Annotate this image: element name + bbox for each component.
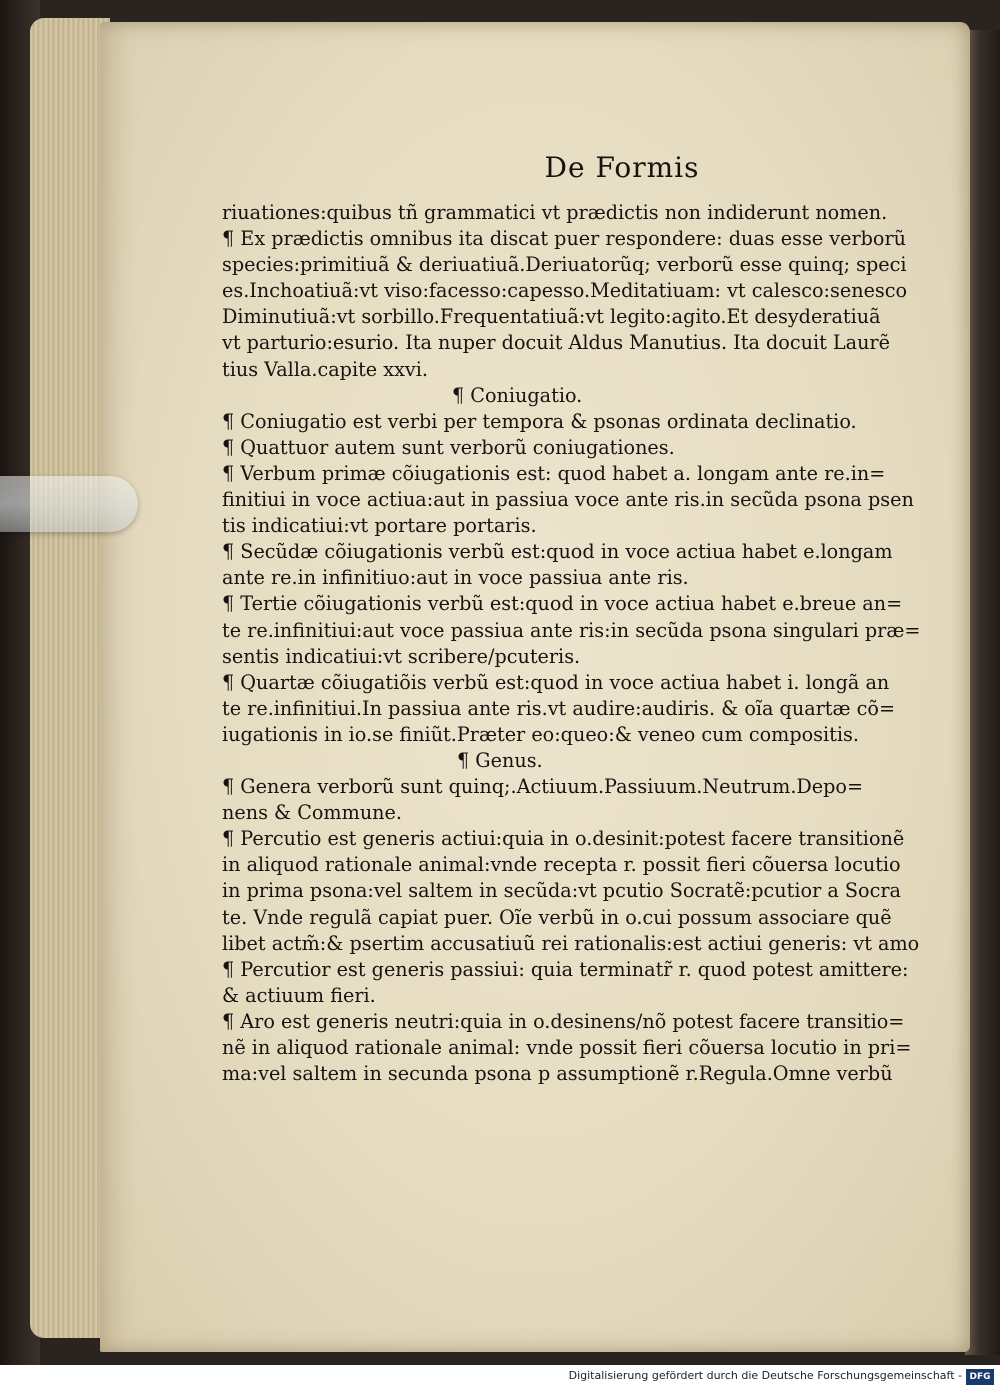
text-line: libet actm̃:& psertim accusatiuũ rei rationalis:est actiui generis: vt amo	[222, 931, 920, 955]
text-line: nẽ in aliquod rationale animal: vnde possit fieri cõuersa locutio in pri=	[222, 1036, 912, 1059]
text-line: ma:vel saltem in secunda psona p assumptionẽ r.Regula.Omne verbũ	[222, 1062, 893, 1086]
section-heading-genus: ¶ Genus.	[457, 748, 543, 772]
text-line: tius Valla.capite xxvi.	[222, 357, 428, 381]
text-line: in prima psona:vel saltem in secũda:vt pcutio Socratẽ:pcutior a Socra	[222, 879, 901, 903]
bookmark-strip	[0, 476, 138, 532]
text-line: ¶ Tertie cõiugationis verbũ est:quod in voce actiua habet e.breue an=	[222, 592, 903, 616]
text-line: ¶ Secũdæ cõiugationis verbũ est:quod in voce actiua habet e.longam	[222, 540, 893, 564]
funding-notice: Digitalisierung gefördert durch die Deutsche Forschungsgemeinschaft -	[568, 1369, 962, 1382]
text-line: ¶ Coniugatio est verbi per tempora & psonas ordinata declinatio.	[222, 409, 857, 433]
text-line: finitiui in voce actiua:aut in passiua voce ante ris.in secũda psona psen	[222, 488, 914, 512]
text-line: ¶ Quattuor autem sunt verborũ coniugationes.	[222, 435, 675, 459]
text-line: in aliquod rationale animal:vnde recepta r. possit fieri cõuersa locutio	[222, 853, 901, 877]
section-heading-coniugatio: ¶ Coniugatio.	[452, 383, 583, 407]
text-line: nens & Commune.	[222, 801, 402, 825]
text-line: te re.infinitiui.In passiua ante ris.vt audire:audiris. & oĩa quartæ cõ=	[222, 696, 896, 720]
text-line: Diminutiuã:vt sorbillo.Frequentatiuã:vt legito:agito.Et desyderatiuã	[222, 305, 881, 329]
page-stack-edges	[30, 18, 110, 1338]
text-line: ¶ Ex prædictis omnibus ita discat puer respondere: duas esse verborũ	[222, 227, 906, 251]
text-line: ¶ Verbum primæ cõiugationis est: quod habet a. longam ante re.in=	[222, 461, 886, 485]
text-line: es.Inchoatiuã:vt viso:facesso:capesso.Meditatiuam: vt calesco:senesco	[222, 279, 908, 303]
text-line: ¶ Quartæ cõiugatiõis verbũ est:quod in voce actiua habet i. longã an	[222, 670, 890, 694]
text-line: ¶ Percutior est generis passiui: quia terminatr̃ r. quod potest amittere:	[222, 957, 909, 981]
text-line: tis indicatiui:vt portare portaris.	[222, 514, 537, 538]
book-right-edge	[965, 30, 1000, 1355]
running-header: De Formis	[544, 151, 700, 184]
text-line: & actiuum fieri.	[222, 983, 376, 1007]
text-line: vt parturio:esurio. Ita nuper docuit Aldus Manutius. Ita docuit Laurẽ	[222, 331, 890, 355]
text-line: ¶ Genera verborũ sunt quinq;.Actiuum.Passiuum.Neutrum.Depo=	[222, 775, 864, 799]
dfg-logo: DFG	[966, 1369, 994, 1385]
text-line: iugationis in io.se finiũt.Præter eo:queo:& veneo cum compositis.	[222, 722, 859, 746]
text-line: te. Vnde regulã capiat puer. Oĩe verbũ in o.cui possum associare quẽ	[222, 905, 892, 929]
page-text-block	[222, 150, 921, 1087]
text-line: ¶ Percutio est generis actiui:quia in o.desinit:potest facere transitionẽ	[222, 827, 905, 851]
text-line: sentis indicatiui:vt scribere/pcuteris.	[222, 644, 581, 668]
text-line: te re.infinitiui:aut voce passiua ante ris:in secũda psona singulari præ=	[222, 618, 921, 642]
text-line: riuationes:quibus tñ grammatici vt prædictis non indiderunt nomen.	[222, 201, 888, 224]
text-line: ante re.in infinitiuo:aut in voce passiua ante ris.	[222, 566, 689, 590]
digitization-footer	[0, 1365, 1000, 1390]
text-line: species:primitiuã & deriuatiuã.Deriuatorũq; verborũ esse quinq; speci	[222, 253, 907, 277]
text-line: ¶ Aro est generis neutri:quia in o.desinens/nõ potest facere transitio=	[222, 1009, 905, 1033]
show-through-ghost	[790, 1092, 796, 1116]
